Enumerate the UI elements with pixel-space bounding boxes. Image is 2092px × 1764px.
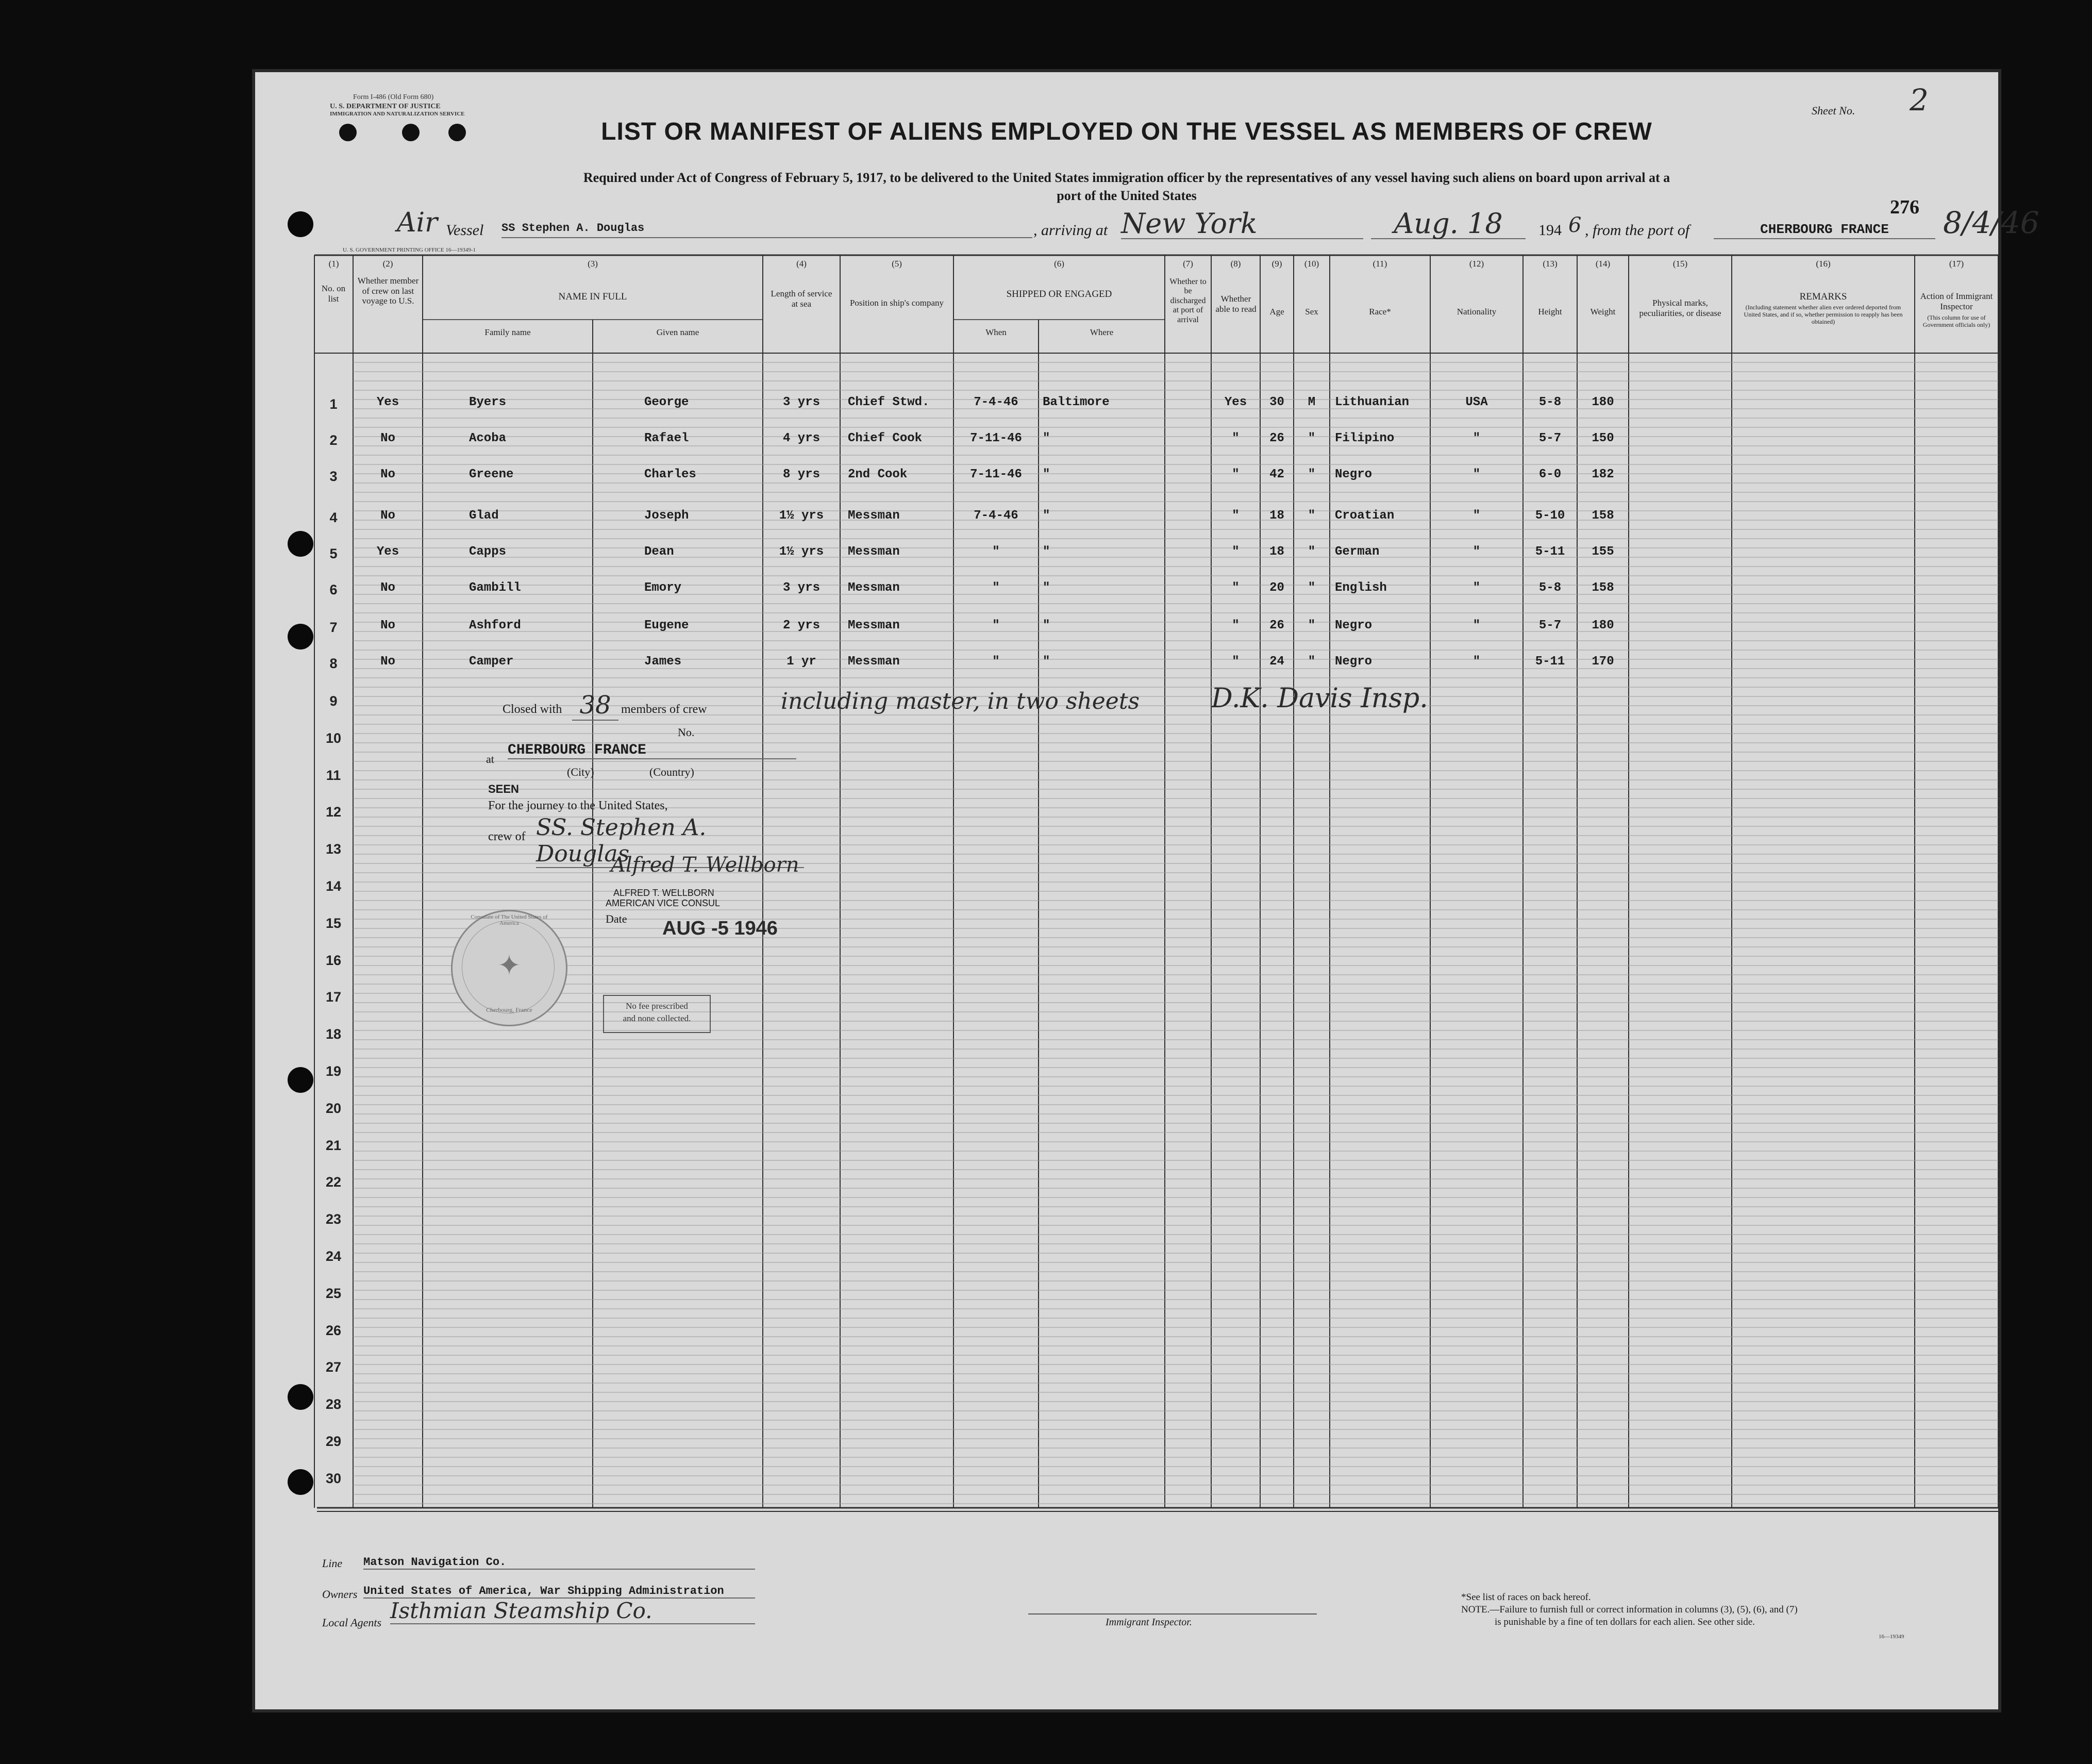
cell-given: James xyxy=(644,655,682,669)
cell-position: Messman xyxy=(848,509,900,523)
form-id: Form I-486 (Old Form 680) xyxy=(353,93,434,101)
cell-weight: 182 xyxy=(1592,468,1614,481)
cell-nationality: " xyxy=(1472,619,1481,633)
no-label: No. xyxy=(678,726,695,739)
agents-label: Local Agents xyxy=(322,1616,382,1629)
form-code: 16—19349 xyxy=(1879,1634,1904,1640)
from-label: , from the port of xyxy=(1585,222,1690,239)
cell-weight: 150 xyxy=(1592,431,1614,445)
crew-label: crew of xyxy=(488,830,526,843)
cell-last-voyage: No xyxy=(380,509,395,523)
col-head-13: Height xyxy=(1538,307,1562,317)
row-number: 20 xyxy=(325,1101,342,1116)
cell-given: Charles xyxy=(644,468,696,481)
col-num-14: (14) xyxy=(1595,259,1611,269)
cell-height: 6-0 xyxy=(1538,468,1562,481)
arrival-date: Aug. 18 xyxy=(1371,207,1526,239)
note-penalty-b: is punishable by a fine of ten dollars for each alien. See other side. xyxy=(1495,1617,1755,1627)
subtitle-line1: Required under Act of Congress of February 5, 1917, to be delivered to the United States immigration officer by the representatives of any vessel having such aliens on board upon arrival at a xyxy=(583,170,1670,185)
cell-race: Negro xyxy=(1335,655,1373,669)
cell-family: Byers xyxy=(469,395,507,409)
cell-service: 1 yr xyxy=(786,655,816,669)
row-number: 21 xyxy=(325,1138,342,1153)
col-num-7: (7) xyxy=(1183,259,1193,269)
cell-nationality: USA xyxy=(1465,395,1488,409)
row-number: 12 xyxy=(325,804,342,820)
cell-given: Rafael xyxy=(644,431,689,445)
cell-given: Joseph xyxy=(644,509,689,523)
cell-family: Acoba xyxy=(469,431,507,445)
row-number: 19 xyxy=(325,1063,342,1079)
row-number: 27 xyxy=(325,1359,342,1375)
cell-age: 26 xyxy=(1269,431,1284,445)
cell-sex: " xyxy=(1308,468,1316,481)
cell-last-voyage: No xyxy=(380,655,395,669)
row-number: 1 xyxy=(329,396,338,412)
row-number: 7 xyxy=(329,620,338,635)
col-num-5: (5) xyxy=(892,259,902,269)
col-head-3-given: Given name xyxy=(656,327,699,337)
vessel-label: Vessel xyxy=(446,222,484,239)
cell-read: " xyxy=(1232,655,1240,669)
row-number: 6 xyxy=(329,582,338,597)
seal-text-bottom: Cherbourg, France xyxy=(486,1006,532,1013)
printing-office: U. S. GOVERNMENT PRINTING OFFICE 16—19349-1 xyxy=(343,247,476,253)
cell-read: " xyxy=(1232,581,1240,595)
cell-weight: 158 xyxy=(1592,581,1614,595)
consul-title: AMERICAN VICE CONSUL xyxy=(606,898,721,908)
col-num-8: (8) xyxy=(1230,259,1241,269)
cell-height: 5-11 xyxy=(1535,655,1565,669)
fee-stamp xyxy=(603,995,711,1033)
col-num-11: (11) xyxy=(1373,259,1387,269)
cell-last-voyage: Yes xyxy=(376,545,399,559)
cell-weight: 170 xyxy=(1592,655,1614,669)
cell-race: Negro xyxy=(1335,468,1373,481)
cell-height: 5-7 xyxy=(1538,619,1562,633)
col-head-6-when: When xyxy=(985,327,1007,337)
row-number: 23 xyxy=(325,1211,342,1227)
closed-hand: including master, in two sheets xyxy=(781,688,1140,714)
line-value: Matson Navigation Co. xyxy=(363,1556,755,1570)
cell-sex: " xyxy=(1308,619,1316,633)
row-number: 2 xyxy=(329,432,338,448)
col-num-1: (1) xyxy=(328,259,339,269)
cell-read: " xyxy=(1232,619,1240,633)
city-country: CHERBOURG FRANCE xyxy=(508,742,796,759)
cell-weight: 158 xyxy=(1592,509,1614,523)
sheet-number: 2 xyxy=(1910,82,1929,118)
col-head-15: Physical marks, peculiarities, or disease xyxy=(1639,298,1721,318)
col-num-12: (12) xyxy=(1469,259,1484,269)
consulate-seal xyxy=(451,910,567,1026)
row-number: 29 xyxy=(325,1434,342,1449)
journey-label: For the journey to the United States, xyxy=(488,799,668,812)
members-label: members of crew xyxy=(621,703,707,716)
col-head-10: Sex xyxy=(1305,307,1318,317)
cell-when: 7-11-46 xyxy=(970,431,1022,445)
cell-race: Filipino xyxy=(1335,431,1395,445)
cell-where: " xyxy=(1043,581,1050,595)
col-num-17: (17) xyxy=(1949,259,1964,269)
row-number: 4 xyxy=(329,510,338,525)
row-number: 8 xyxy=(329,656,338,671)
cell-where: " xyxy=(1043,509,1050,523)
closed-label: Closed with xyxy=(503,703,562,716)
note-penalty-a: NOTE.—Failure to furnish full or correct information in columns (3), (5), (6), and (7) xyxy=(1461,1604,1798,1615)
cell-where: " xyxy=(1043,431,1050,445)
col-num-16: (16) xyxy=(1816,259,1831,269)
cell-position: Messman xyxy=(848,619,900,633)
row-number: 10 xyxy=(325,730,342,746)
col-head-16: REMARKS xyxy=(1799,291,1847,302)
col-head-3-family: Family name xyxy=(484,327,531,337)
col-head-5: Position in ship's company xyxy=(849,298,944,308)
cell-last-voyage: No xyxy=(380,581,395,595)
cell-where: Baltimore xyxy=(1043,395,1110,409)
cell-where: " xyxy=(1043,468,1050,481)
cell-family: Greene xyxy=(469,468,514,481)
owners-value: United States of America, War Shipping Administration xyxy=(363,1585,755,1599)
cell-when: " xyxy=(992,545,1000,559)
cell-race: German xyxy=(1335,545,1380,559)
inspector-initials: D.K. Davis Insp. xyxy=(1211,683,1428,714)
cell-age: 42 xyxy=(1269,468,1284,481)
col-head-14: Weight xyxy=(1590,307,1616,317)
col-head-7: Whether to be discharged at port of arrival xyxy=(1169,277,1207,324)
cell-nationality: " xyxy=(1472,655,1481,669)
vessel-prefix: Air xyxy=(397,207,438,238)
col-num-6: (6) xyxy=(1054,259,1064,269)
cell-age: 30 xyxy=(1269,395,1284,409)
manifest-sheet xyxy=(255,72,2039,1709)
col-num-10: (10) xyxy=(1304,259,1319,269)
voyage-date-hand: 8/4/46 xyxy=(1943,205,2039,240)
cell-height: 5-7 xyxy=(1538,431,1562,445)
cell-weight: 155 xyxy=(1592,545,1614,559)
cell-position: Chief Stwd. xyxy=(848,395,930,409)
row-number: 26 xyxy=(325,1323,342,1338)
consul-signature: Alfred T. Wellborn xyxy=(611,853,799,877)
arriving-label: , arriving at xyxy=(1033,222,1108,239)
cell-last-voyage: No xyxy=(380,619,395,633)
cell-age: 18 xyxy=(1269,545,1284,559)
cell-family: Capps xyxy=(469,545,507,559)
cell-where: " xyxy=(1043,655,1050,669)
row-number: 11 xyxy=(326,768,341,783)
row-number: 18 xyxy=(325,1026,342,1042)
row-number: 3 xyxy=(329,469,338,484)
cell-height: 5-8 xyxy=(1538,581,1562,595)
col-num-15: (15) xyxy=(1672,259,1688,269)
cell-age: 24 xyxy=(1269,655,1284,669)
arrival-year-hand: 6 xyxy=(1568,213,1582,237)
cell-given: Eugene xyxy=(644,619,689,633)
cell-position: 2nd Cook xyxy=(848,468,908,481)
seal-text-top: Consulate of The United States of America xyxy=(471,914,548,926)
col-head-4: Length of service at sea xyxy=(771,289,832,309)
col-head-6: SHIPPED OR ENGAGED xyxy=(1006,289,1112,299)
cell-race: Negro xyxy=(1335,619,1373,633)
row-number: 16 xyxy=(325,953,342,968)
col-num-4: (4) xyxy=(796,259,807,269)
fee-line2: and none collected. xyxy=(623,1013,691,1023)
col-head-16-note: (Including statement whether alien ever ordered deported from United States, and if so, whether permission to reapply has been obtained) xyxy=(1744,304,1903,325)
col-head-9: Age xyxy=(1269,307,1284,317)
date-stamp: AUG -5 1946 xyxy=(662,918,778,939)
cell-race: Lithuanian xyxy=(1335,395,1410,409)
cell-nationality: " xyxy=(1472,431,1481,445)
cell-family: Gambill xyxy=(469,581,521,595)
row-number: 5 xyxy=(329,546,338,561)
sheet-label: Sheet No. xyxy=(1812,104,1855,117)
country-label: (Country) xyxy=(649,765,694,778)
cell-where: " xyxy=(1043,619,1050,633)
note-races: *See list of races on back hereof. xyxy=(1461,1592,1591,1603)
row-number: 13 xyxy=(325,841,342,857)
cell-race: English xyxy=(1335,581,1387,595)
dept-line1: U. S. DEPARTMENT OF JUSTICE xyxy=(330,103,441,110)
dept-line2: IMMIGRATION AND NATURALIZATION SERVICE xyxy=(330,111,465,117)
col-head-1: No. on list xyxy=(321,284,346,304)
cell-service: 1½ yrs xyxy=(779,545,824,559)
cell-sex: " xyxy=(1308,509,1316,523)
cell-when: " xyxy=(992,655,1000,669)
col-head-11: Race* xyxy=(1369,307,1391,317)
col-num-2: (2) xyxy=(382,259,393,269)
page-title: LIST OR MANIFEST OF ALIENS EMPLOYED ON THE VESSEL AS MEMBERS OF CREW xyxy=(601,118,1652,145)
consul-name: ALFRED T. WELLBORN xyxy=(613,888,714,898)
from-port: CHERBOURG FRANCE xyxy=(1714,222,1935,239)
fee-line1: No fee prescribed xyxy=(626,1001,688,1011)
cell-where: " xyxy=(1043,545,1050,559)
cell-service: 2 yrs xyxy=(782,619,820,633)
cell-service: 4 yrs xyxy=(782,431,820,445)
col-head-3: NAME IN FULL xyxy=(558,291,627,302)
cell-sex: " xyxy=(1308,581,1316,595)
cell-family: Ashford xyxy=(469,619,521,633)
inspector-label: Immigrant Inspector. xyxy=(1106,1617,1192,1628)
row-number: 17 xyxy=(325,989,342,1005)
closed-count: 38 xyxy=(572,691,618,721)
cell-last-voyage: Yes xyxy=(376,395,399,409)
subtitle-line2: port of the United States xyxy=(1057,188,1197,203)
col-head-6-where: Where xyxy=(1090,327,1114,337)
cell-service: 3 yrs xyxy=(782,581,820,595)
cell-when: 7-4-46 xyxy=(974,509,1018,523)
agents-hand: Isthmian Steamship Co. xyxy=(390,1598,755,1624)
cell-given: Dean xyxy=(644,545,674,559)
at-label: at xyxy=(486,753,494,765)
cell-family: Glad xyxy=(469,509,499,523)
cell-service: 1½ yrs xyxy=(779,509,824,523)
line-label: Line xyxy=(322,1557,343,1570)
crew-hand: SS. Stephen A. Douglas xyxy=(536,814,804,868)
page-number: 276 xyxy=(1890,196,1919,218)
row-number: 22 xyxy=(325,1174,342,1190)
cell-height: 5-8 xyxy=(1538,395,1562,409)
cell-sex: " xyxy=(1308,545,1316,559)
cell-when: " xyxy=(992,619,1000,633)
cell-position: Messman xyxy=(848,581,900,595)
inspector-line xyxy=(1028,1613,1317,1615)
arriving-port: New York xyxy=(1121,207,1363,239)
cell-position: Chief Cook xyxy=(848,431,923,445)
cell-service: 3 yrs xyxy=(782,395,820,409)
cell-given: Emory xyxy=(644,581,682,595)
col-head-12: Nationality xyxy=(1457,307,1497,317)
cell-nationality: " xyxy=(1472,581,1481,595)
col-head-8: Whether able to read xyxy=(1215,294,1257,314)
cell-nationality: " xyxy=(1472,468,1481,481)
cell-age: 18 xyxy=(1269,509,1284,523)
cell-weight: 180 xyxy=(1592,395,1614,409)
cell-position: Messman xyxy=(848,655,900,669)
cell-nationality: " xyxy=(1472,509,1481,523)
cell-race: Croatian xyxy=(1335,509,1395,523)
cell-last-voyage: No xyxy=(380,431,395,445)
seen-label: SEEN xyxy=(488,783,519,795)
col-num-3: (3) xyxy=(588,259,598,269)
row-number: 25 xyxy=(325,1286,342,1301)
cell-sex: " xyxy=(1308,431,1316,445)
cell-read: " xyxy=(1232,509,1240,523)
col-num-9: (9) xyxy=(1271,259,1282,269)
owners-label: Owners xyxy=(322,1588,358,1601)
cell-nationality: " xyxy=(1472,545,1481,559)
cell-read: Yes xyxy=(1224,395,1247,409)
row-number: 14 xyxy=(325,878,342,894)
cell-height: 5-10 xyxy=(1535,509,1565,523)
cell-service: 8 yrs xyxy=(782,468,820,481)
cell-read: " xyxy=(1232,468,1240,481)
cell-sex: " xyxy=(1308,655,1316,669)
city-label: (City) xyxy=(567,765,594,778)
cell-when: " xyxy=(992,581,1000,595)
row-number: 30 xyxy=(325,1471,342,1486)
cell-weight: 180 xyxy=(1592,619,1614,633)
cell-read: " xyxy=(1232,431,1240,445)
row-number: 24 xyxy=(325,1249,342,1264)
cell-sex: M xyxy=(1308,395,1316,409)
row-number: 9 xyxy=(329,693,338,709)
cell-read: " xyxy=(1232,545,1240,559)
cell-age: 26 xyxy=(1269,619,1284,633)
col-head-17-note: (This column for use of Government officials only) xyxy=(1922,314,1990,328)
col-num-13: (13) xyxy=(1543,259,1558,269)
vessel-name: SS Stephen A. Douglas xyxy=(501,222,1032,238)
cell-last-voyage: No xyxy=(380,468,395,481)
cell-family: Camper xyxy=(469,655,514,669)
cell-when: 7-11-46 xyxy=(970,468,1022,481)
col-head-2: Whether member of crew on last voyage to U.S. xyxy=(357,276,419,306)
cell-given: George xyxy=(644,395,689,409)
cell-height: 5-11 xyxy=(1535,545,1565,559)
date-label: Date xyxy=(606,912,627,925)
cell-when: 7-4-46 xyxy=(974,395,1018,409)
col-head-17: Action of Immigrant Inspector xyxy=(1920,291,1993,311)
eagle-icon: ✦ xyxy=(497,950,521,981)
row-number: 15 xyxy=(325,916,342,931)
cell-position: Messman xyxy=(848,545,900,559)
arrival-year: 194 xyxy=(1538,222,1562,239)
cell-age: 20 xyxy=(1269,581,1284,595)
row-number: 28 xyxy=(325,1396,342,1412)
